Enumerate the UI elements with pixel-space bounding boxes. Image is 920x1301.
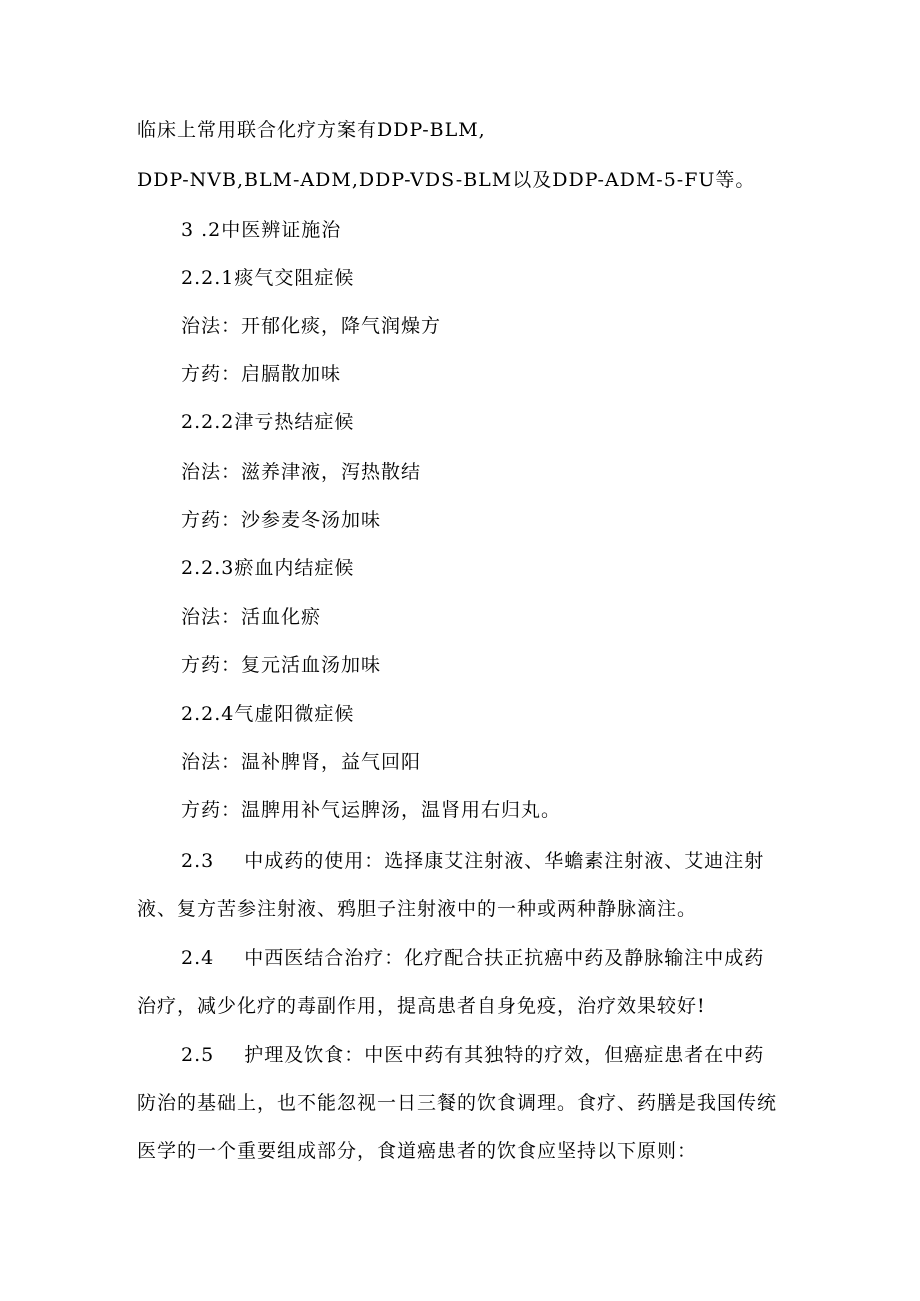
paragraph-2-3 (137, 837, 777, 933)
prescription: 方药：复元活血汤加味 (181, 654, 382, 676)
treatment-method: 治法：活血化瘀 (181, 606, 322, 628)
text-line: 临床上常用联合化疗方案有DDP-BLM, (137, 119, 486, 141)
treatment-method: 治法：开郁化痰，降气润燥方 (181, 315, 442, 337)
subsection-heading: 2.2.1痰气交阻症候 (181, 267, 355, 289)
paragraph-number: 2.5 (181, 1044, 215, 1066)
paragraph-2-5 (137, 1031, 777, 1175)
paragraph-2-4 (137, 934, 777, 1030)
paragraph-text: 护理及饮食：中医中药有其独特的疗效，但癌症患者在中药防治的基础上，也不能忽视一日三餐的饮食调理。食疗、药膳是我国传统医学的一个重要组成部分，食道癌患者的饮食应坚持以下原则： (137, 1044, 778, 1162)
subsection-heading: 2.2.4气虚阳微症候 (181, 703, 355, 725)
section-heading: 3 .2中医辨证施治 (181, 219, 342, 241)
text-line: DDP-NVB,BLM-ADM,DDP-VDS-BLM以及DDP-ADM-5-FU等。 (137, 169, 756, 191)
subsection-heading: 2.2.3瘀血内结症候 (181, 557, 355, 579)
subsection-heading: 2.2.2津亏热结症候 (181, 411, 355, 433)
prescription: 方药：沙参麦冬汤加味 (181, 509, 382, 531)
treatment-method: 治法：滋养津液，泻热散结 (181, 461, 422, 483)
paragraph-number: 2.4 (181, 947, 215, 969)
paragraph-text: 中西医结合治疗：化疗配合扶正抗癌中药及静脉输注中成药治疗，减少化疗的毒副作用，提高患者自身免疫，治疗效果较好! (137, 947, 765, 1017)
treatment-method: 治法：温补脾肾，益气回阳 (181, 751, 422, 773)
paragraph-text: 中成药的使用：选择康艾注射液、华蟾素注射液、艾迪注射液、复方苦参注射液、鸦胆子注射液中的一种或两种静脉滴注。 (137, 850, 765, 920)
prescription: 方药：温脾用补气运脾汤，温肾用右归丸。 (181, 799, 562, 821)
paragraph-number: 2.3 (181, 850, 215, 872)
prescription: 方药：启膈散加味 (181, 363, 342, 385)
